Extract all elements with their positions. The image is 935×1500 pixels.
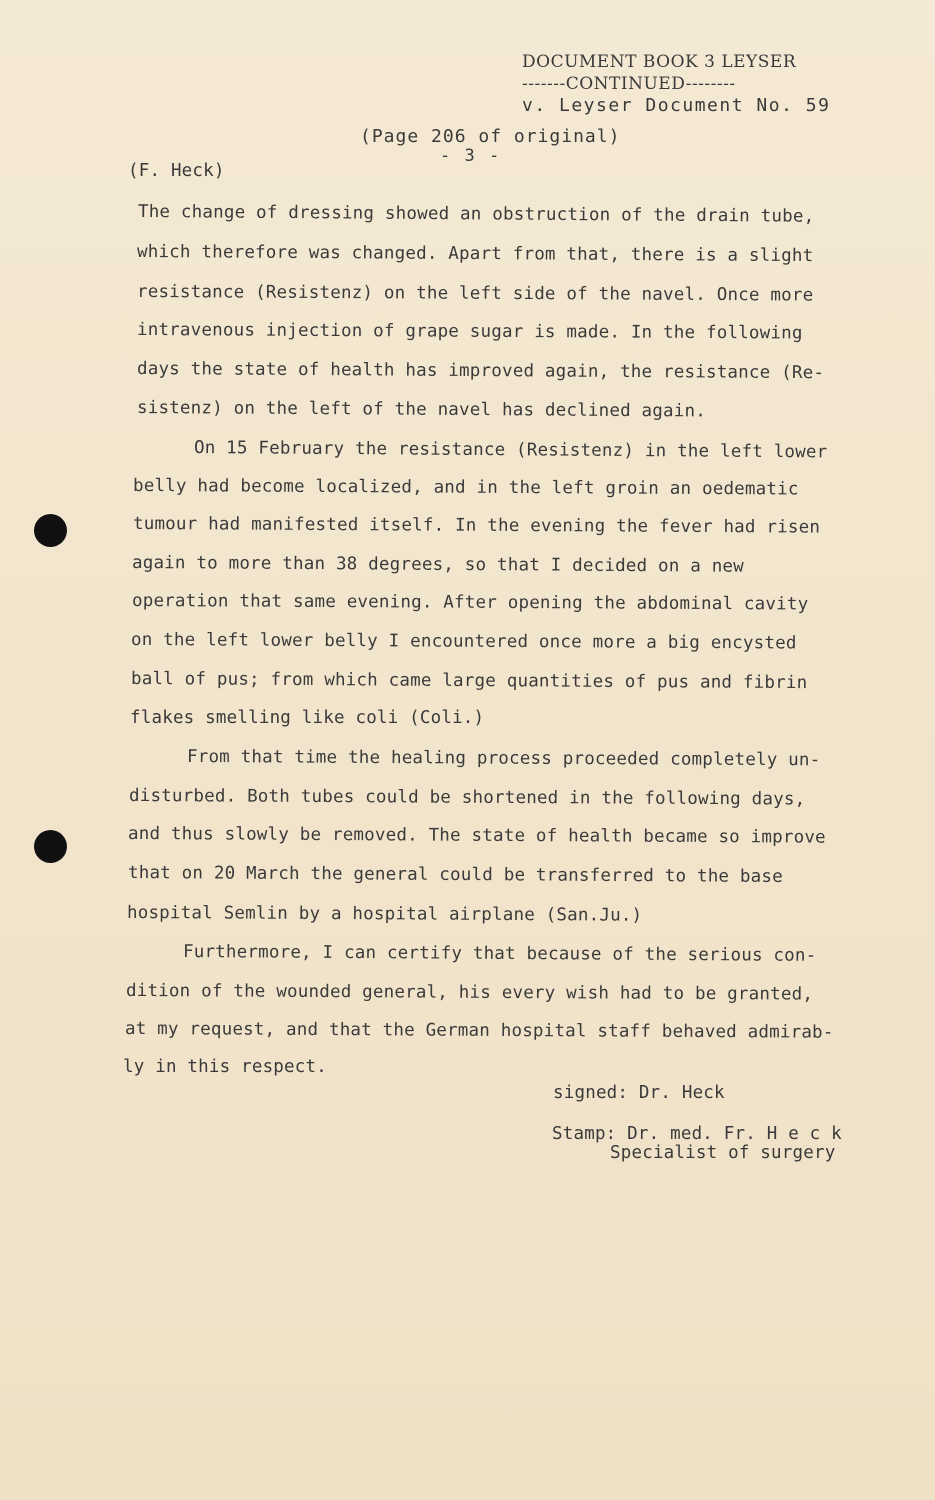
punch-hole (34, 830, 67, 863)
body-line: From that time the healing process proceeded completely un- (186, 747, 821, 771)
body-line: and thus slowly be removed. The state of health became so improve (127, 824, 826, 848)
body-line: again to more than 38 degrees, so that I decided on a new (131, 553, 745, 577)
body-line: Furthermore, I can certify that because of the serious con- (182, 942, 817, 966)
continued-label: -------CONTINUED-------- (522, 74, 736, 94)
body-line: belly had become localized, and in the left groin an oedematic (132, 476, 799, 500)
body-line: days the state of health has improved again, the resistance (Re- (136, 359, 825, 384)
body-line: flakes smelling like coli (Coli.) (130, 708, 485, 728)
specialty-line: Specialist of surgery (610, 1143, 836, 1163)
document-reference: v. Leyser Document No. 59 (522, 95, 831, 116)
body-line: sistenz) on the left of the navel has declined again. (136, 398, 707, 422)
punch-hole (34, 514, 67, 547)
body-line: On 15 February the resistance (Resistenz) in the left lower (193, 438, 828, 463)
body-line: which therefore was changed. Apart from that, there is a slight (136, 242, 814, 267)
document-book-title: DOCUMENT BOOK 3 LEYSER (522, 52, 797, 72)
stamp-line: Stamp: Dr. med. Fr. H e c k (552, 1124, 842, 1144)
body-line: tumour had manifested itself. In the evening the fever had risen (132, 514, 821, 538)
body-line: operation that same evening. After opening the abdominal cavity (131, 591, 809, 615)
page-number: - 3 - (440, 146, 502, 166)
body-line: on the left lower belly I encountered once more a big encysted (130, 630, 797, 654)
body-line: that on 20 March the general could be transferred to the base (127, 863, 783, 888)
body-line: dition of the wounded general, his every wish had to be granted, (125, 981, 814, 1005)
body-line: intravenous injection of grape sugar is made. In the following (136, 320, 803, 344)
body-line: resistance (Resistenz) on the left side of the navel. Once more (136, 282, 814, 306)
page-reference: (Page 206 of original) (360, 126, 621, 147)
author-tag: (F. Heck) (128, 161, 225, 181)
body-line: hospital Semlin by a hospital airplane (San.Ju.) (126, 903, 643, 926)
body-line: disturbed. Both tubes could be shortened in the following days, (128, 786, 806, 810)
body-line: ball of pus; from which came large quantities of pus and fibrin (130, 669, 808, 694)
body-line: ly in this respect. (123, 1057, 327, 1077)
body-line: at my request, and that the German hospital staff behaved admirab- (124, 1019, 834, 1043)
signature-line: signed: Dr. Heck (553, 1083, 725, 1103)
body-line: The change of dressing showed an obstruction of the drain tube, (137, 202, 815, 227)
